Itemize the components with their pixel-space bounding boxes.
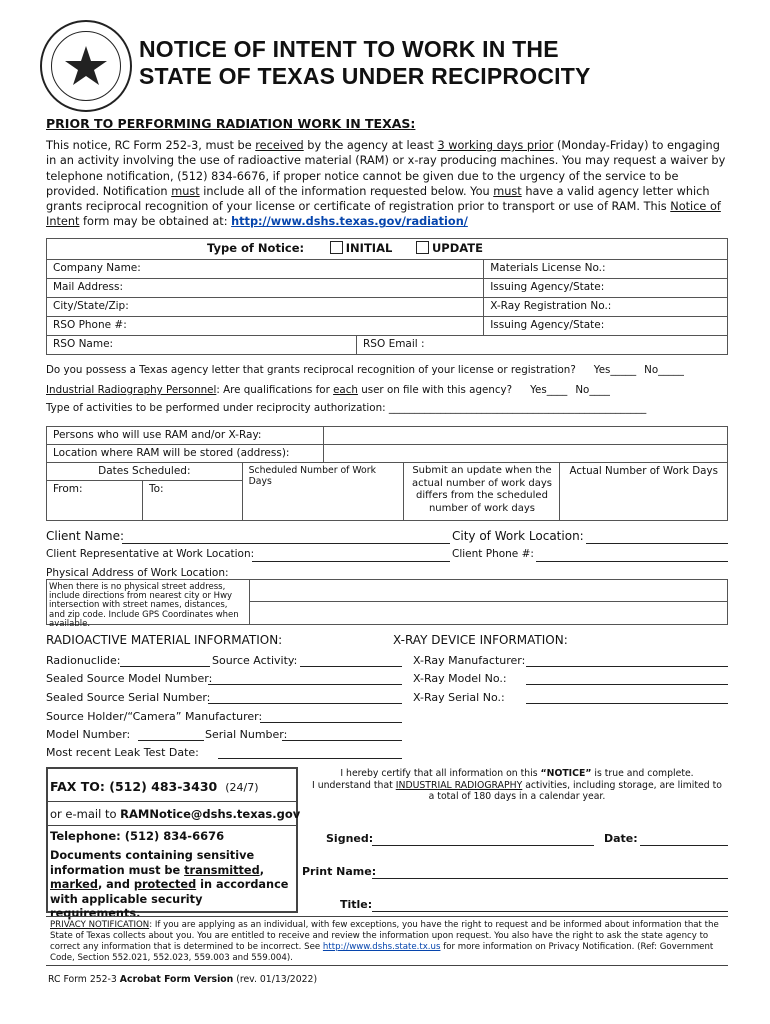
update-checkbox[interactable]	[416, 241, 429, 254]
physical-address-input[interactable]	[250, 580, 727, 624]
issuing-agency-field-1[interactable]: Issuing Agency/State:	[484, 279, 728, 298]
work-table	[46, 426, 728, 521]
serial-number-label: Serial Number:	[205, 728, 288, 741]
submit-update-note: Submit an update when the actual number of work days differs from the scheduled number of work days	[404, 463, 560, 521]
telephone: Telephone: (512) 834-6676	[50, 829, 225, 843]
radionuclide-label: Radionuclide:	[46, 654, 121, 667]
fax-number: FAX TO: (512) 483-3430 (24/7)	[50, 779, 259, 794]
city-state-zip-field[interactable]: City/State/Zip:	[47, 298, 484, 317]
source-activity-input[interactable]	[300, 666, 402, 667]
source-model-label: Sealed Source Model Number:	[46, 672, 213, 685]
persons-field[interactable]: Persons who will use RAM and/or X-Ray:	[47, 427, 324, 445]
leak-test-label: Most recent Leak Test Date:	[46, 746, 199, 759]
city-work-input[interactable]	[586, 543, 728, 544]
xray-manufacturer-label: X-Ray Manufacturer:	[413, 654, 526, 667]
to-date-field[interactable]: To:	[143, 481, 243, 521]
footer-version: RC Form 252-3 Acrobat Form Version (rev. 01/13/2022)	[48, 974, 318, 985]
holder-input[interactable]	[260, 722, 402, 723]
company-name-field[interactable]: Company Name:	[47, 260, 484, 279]
title-label: Title:	[340, 898, 373, 911]
email-line: or e-mail to RAMNotice@dshs.texas.gov	[50, 807, 301, 821]
xray-registration-field[interactable]: X-Ray Registration No.:	[484, 298, 728, 317]
xray-heading: X-RAY DEVICE INFORMATION:	[393, 633, 568, 647]
privacy-link[interactable]: http://www.dshs.state.tx.us	[322, 942, 441, 952]
rso-email-field[interactable]: RSO Email :	[357, 336, 728, 355]
ram-heading: RADIOACTIVE MATERIAL INFORMATION:	[46, 633, 283, 647]
question-activities: Type of activities to be performed under reciprocity authorization: __________________________________________________	[46, 402, 647, 414]
model-number-input[interactable]	[138, 740, 204, 741]
materials-license-field[interactable]: Materials License No.:	[484, 260, 728, 279]
scheduled-days-field[interactable]: Scheduled Number of Work Days	[242, 463, 404, 521]
rso-name-field[interactable]: RSO Name:	[47, 336, 357, 355]
xray-serial-input[interactable]	[526, 703, 728, 704]
question-letter: Do you possess a Texas agency letter that grants reciprocal recognition of your license or registration? Yes_____ No_____	[46, 364, 684, 376]
storage-location-field[interactable]: Location where RAM will be stored (address):	[47, 445, 324, 463]
client-rep-label: Client Representative at Work Location:	[46, 548, 255, 560]
signature-input[interactable]	[372, 845, 594, 846]
xray-manufacturer-input[interactable]	[526, 666, 728, 667]
contact-box	[46, 767, 301, 920]
radionuclide-input[interactable]	[120, 666, 210, 667]
sensitive-note: Documents containing sensitive information must be transmitted, marked, and protected in accordance with applicable security requirements.	[50, 849, 289, 920]
rso-phone-field[interactable]: RSO Phone #:	[47, 317, 484, 336]
company-table: Type of Notice: INITIAL UPDATE Company Name: Materials License No.: Mail Address: Issuing Agency/State: City/State/Zip: X-Ray Registration No.: RSO Phone #: Issuing Agency/State: RSO Name: RSO Email :	[46, 238, 728, 355]
client-name-label: Client Name:	[46, 529, 124, 543]
page-title: NOTICE OF INTENT TO WORK IN THE STATE OF TEXAS UNDER RECIPROCITY	[139, 36, 591, 89]
certify-statement: I hereby certify that all information on this “NOTICE” is true and complete. I understand that INDUSTRIAL RADIOGRAPHY activities, including storage, are limited to a total of 180 days in a calendar year.	[312, 768, 722, 802]
mail-address-field[interactable]: Mail Address:	[47, 279, 484, 298]
xray-serial-label: X-Ray Serial No.:	[413, 691, 505, 704]
model-number-label: Model Number:	[46, 728, 131, 741]
leak-test-input[interactable]	[218, 758, 402, 759]
signed-label: Signed:	[326, 832, 374, 845]
issuing-agency-field-2[interactable]: Issuing Agency/State:	[484, 317, 728, 336]
city-work-label: City of Work Location:	[452, 529, 584, 543]
source-model-input[interactable]	[208, 684, 402, 685]
address-hint: When there is no physical street address, include directions from nearest city or Hwy intersection with street names, distances, and zip code. Include GPS Coordinates when available.	[49, 582, 239, 629]
client-name-input[interactable]	[122, 543, 450, 544]
client-phone-label: Client Phone #:	[452, 548, 534, 560]
texas-seal	[40, 20, 132, 112]
serial-number-input[interactable]	[282, 740, 402, 741]
radiation-link[interactable]: http://www.dshs.texas.gov/radiation/	[231, 215, 468, 229]
holder-label: Source Holder/“Camera” Manufacturer:	[46, 710, 263, 723]
client-rep-input[interactable]	[252, 561, 450, 562]
date-input[interactable]	[640, 845, 728, 846]
question-radiography: Industrial Radiography Personnel: Are qualifications for each user on file with this agency? Yes____ No____	[46, 384, 610, 396]
client-phone-input[interactable]	[536, 561, 728, 562]
xray-model-label: X-Ray Model No.:	[413, 672, 507, 685]
star-icon	[42, 22, 134, 114]
date-label: Date:	[604, 832, 638, 845]
intro-paragraph: This notice, RC Form 252-3, must be received by the agency at least 3 working days prior (Monday-Friday) to engaging in an activity involving the use of radioactive material (RAM) or x-ray producing machines. You may request a waiver by telephone notification, (512) 834-6676, if proper notice cannot be given due to the urgency of the service to be provided. Notification must include all of the information requested below. You must have a valid agency letter which grants reciprocal recognition of your license or certificate of registration prior to transport or use of RAM. This Notice of Intent form may be obtained at: http://www.dshs.texas.gov/radiation/	[46, 139, 726, 229]
email-link[interactable]: RAMNotice@dshs.texas.gov	[120, 807, 301, 821]
print-name-label: Print Name:	[302, 865, 377, 878]
source-serial-input[interactable]	[208, 703, 402, 704]
xray-model-input[interactable]	[526, 684, 728, 685]
title-input[interactable]	[372, 911, 728, 912]
physical-address-label: Physical Address of Work Location:	[46, 567, 229, 579]
print-name-input[interactable]	[372, 878, 728, 879]
source-serial-label: Sealed Source Serial Number:	[46, 691, 211, 704]
initial-checkbox[interactable]	[330, 241, 343, 254]
dates-scheduled: Dates Scheduled:	[47, 463, 243, 481]
privacy-notice: PRIVACY NOTIFICATION: If you are applying as an individual, with few exceptions, you have the right to request and be informed about information that the State of Texas collects about you. You are entitled to receive and review the information upon request. You also have the right to ask the state agency to correct any information that is determined to be incorrect. See http://www.dshs.state.tx.us for more information on Privacy Notification. (Ref: Government Code, Section 552.021, 552.023, 559.003 and 559.004).	[46, 916, 728, 966]
source-activity-label: Source Activity:	[212, 654, 298, 667]
actual-days-field[interactable]: Actual Number of Work Days	[560, 463, 728, 521]
prior-heading: PRIOR TO PERFORMING RADIATION WORK IN TEXAS:	[46, 116, 416, 131]
from-date-field[interactable]: From:	[47, 481, 143, 521]
physical-address-box	[46, 579, 728, 629]
